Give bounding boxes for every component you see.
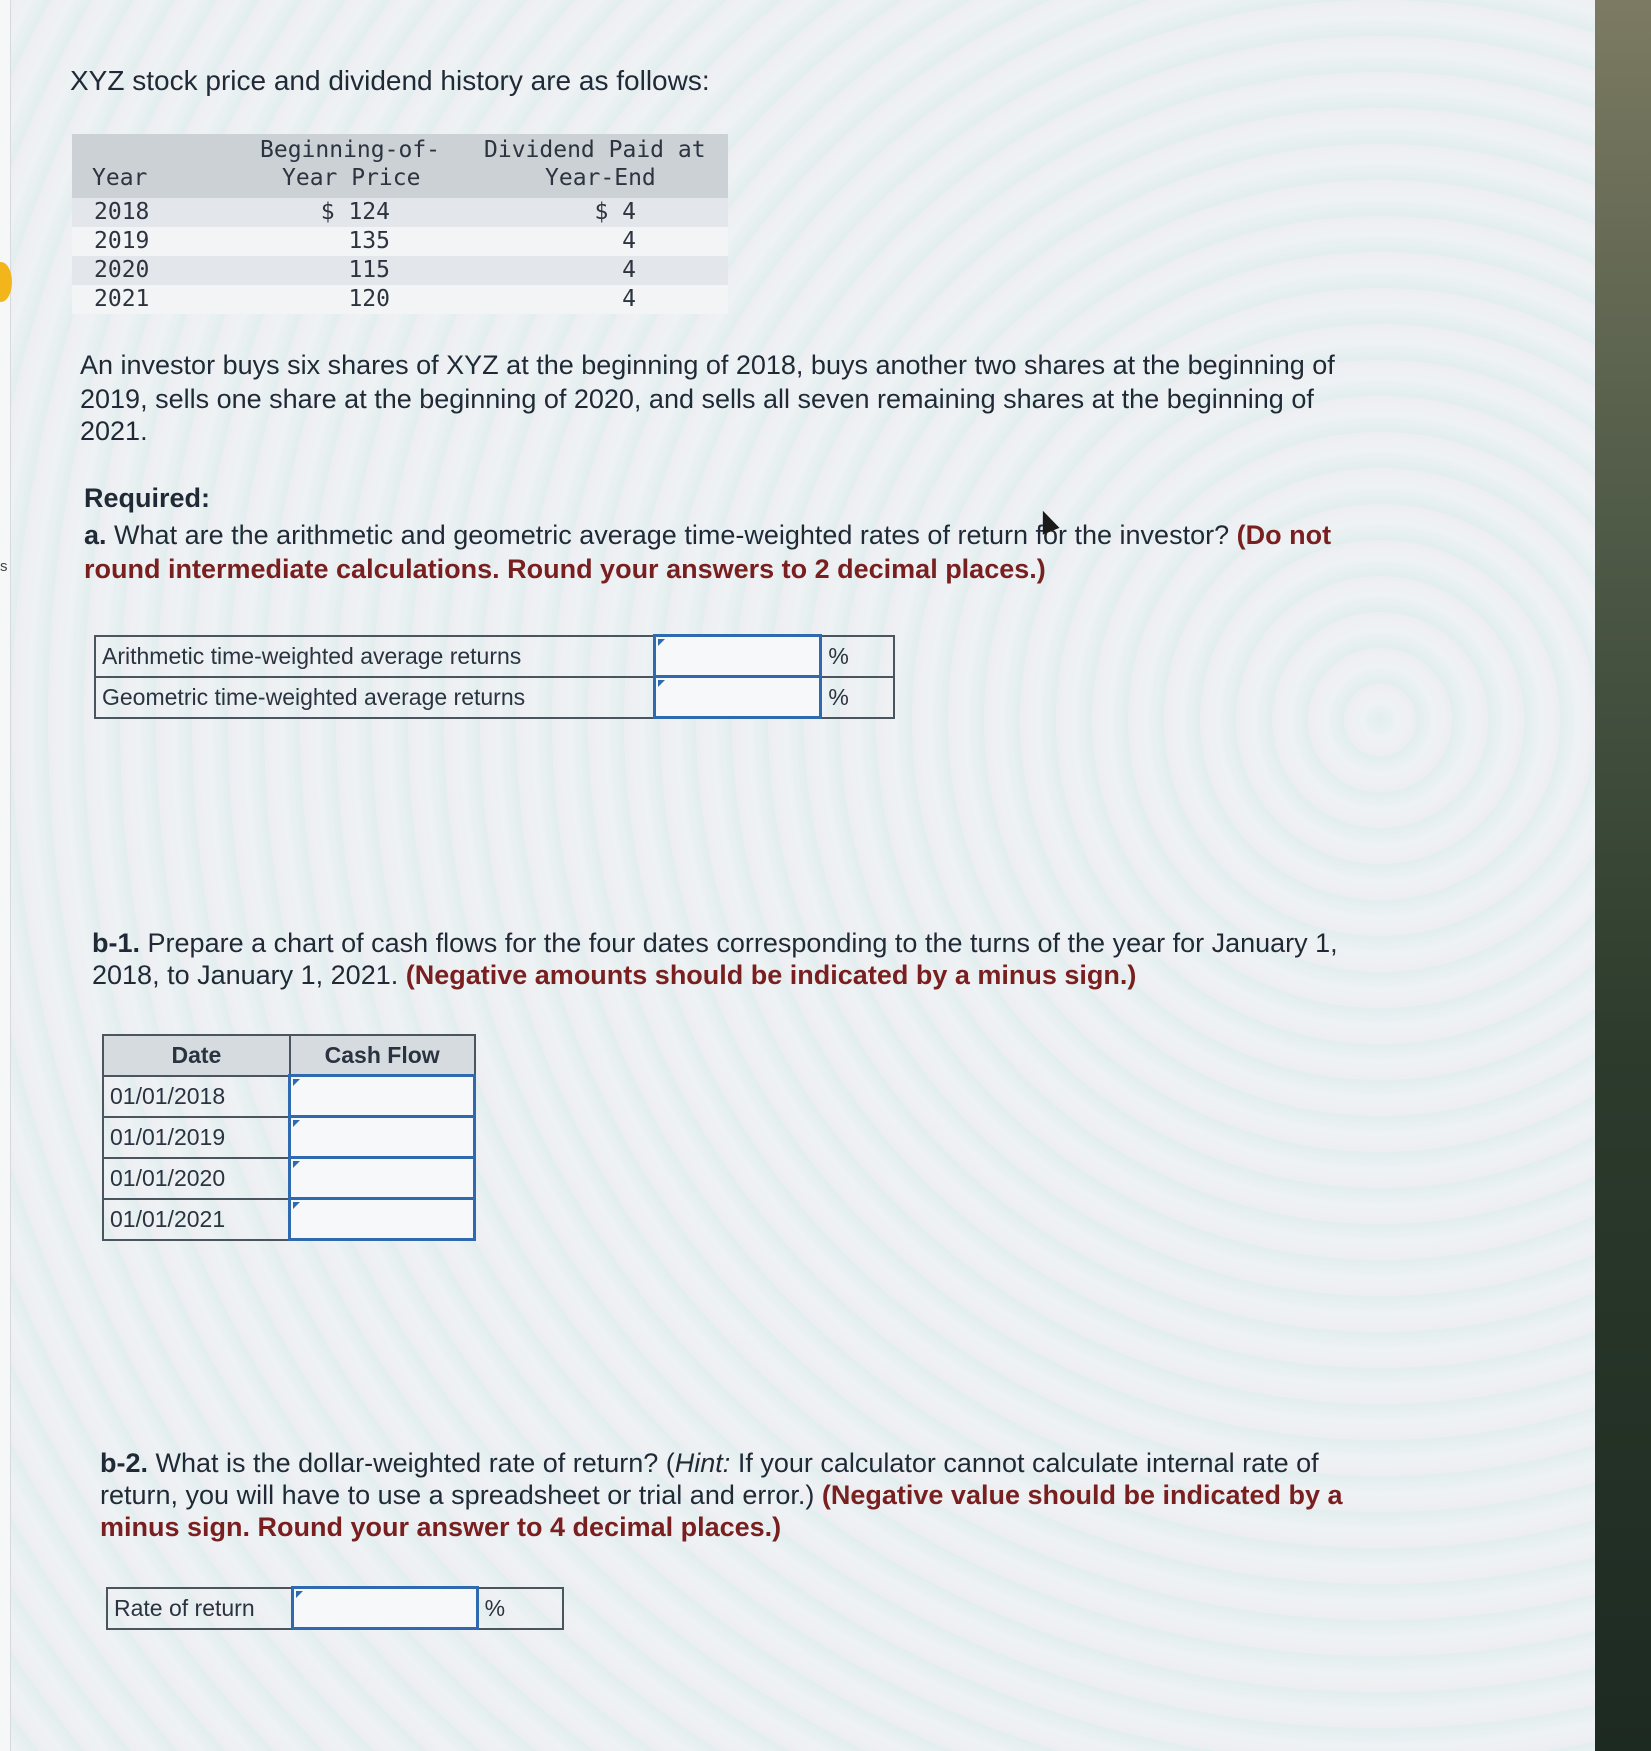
geometric-label: Geometric time-weighted average returns xyxy=(95,677,654,718)
input-flag-icon xyxy=(293,1161,300,1168)
cell-price: 115 xyxy=(348,257,390,283)
input-flag-icon xyxy=(293,1120,300,1127)
table-row xyxy=(103,1158,475,1199)
rate-of-return-label: Rate of return xyxy=(107,1588,292,1629)
geometric-unit: % xyxy=(821,677,894,718)
table-row xyxy=(72,198,728,227)
input-flag-icon xyxy=(296,1591,303,1598)
input-flag-icon xyxy=(293,1079,300,1086)
part-b2-instruction-a: (Negative value should be indicated by a xyxy=(821,1480,1343,1510)
cell-price: $ 124 xyxy=(320,199,390,225)
cell-year: 2021 xyxy=(94,286,150,312)
cash-flow-input[interactable] xyxy=(290,1199,475,1240)
cell-dividend: $ 4 xyxy=(594,199,636,225)
table-row xyxy=(72,256,728,285)
cell-year: 2018 xyxy=(94,199,150,225)
part-b2-question-a: What is the dollar-weighted rate of return? ( xyxy=(155,1448,675,1478)
stock-table-body xyxy=(72,198,728,314)
date-header: Date xyxy=(103,1035,290,1076)
part-b1-instruction: (Negative amounts should be indicated by a minus sign.) xyxy=(405,960,1137,990)
header-dividend-line2: Year-End xyxy=(545,165,656,191)
rate-of-return-unit: % xyxy=(477,1588,563,1629)
table-row xyxy=(95,636,894,677)
scenario-line-1: An investor buys six shares of XYZ at the beginning of 2018, buys another two shares at the beginning of xyxy=(80,350,1335,380)
part-b2-prefix: b-2. xyxy=(100,1448,149,1478)
arithmetic-return-input[interactable] xyxy=(654,636,820,677)
input-flag-icon xyxy=(658,680,665,687)
part-b2-hint-label: Hint: xyxy=(674,1448,731,1478)
date-cell: 01/01/2018 xyxy=(103,1076,290,1117)
cell-year: 2019 xyxy=(94,228,150,254)
cash-flow-input[interactable] xyxy=(290,1117,475,1158)
geometric-return-input[interactable] xyxy=(654,677,820,718)
part-a-question-text: What are the arithmetic and geometric average time-weighted rates of return for the investor? xyxy=(114,520,1230,550)
part-a-prefix: a. xyxy=(84,520,107,550)
cell-dividend: 4 xyxy=(622,228,636,254)
cell-price: 120 xyxy=(348,286,390,312)
required-label: Required: xyxy=(84,483,211,513)
scenario-line-2: 2019, sells one share at the beginning of 2020, and sells all seven remaining shares at the beginning of xyxy=(80,384,1314,414)
part-b2-question-line-1 xyxy=(100,1446,1319,1480)
cash-flow-input[interactable] xyxy=(290,1076,475,1117)
cell-price: 135 xyxy=(348,228,390,254)
part-a-instruction-2: round intermediate calculations. Round your answers to 2 decimal places.) xyxy=(84,554,1046,584)
background-strip xyxy=(1595,0,1651,1751)
part-a-question xyxy=(84,518,1331,552)
table-row xyxy=(103,1117,475,1158)
part-b2-question-b: If your calculator cannot calculate internal rate of xyxy=(730,1448,1319,1478)
part-a-answer-table xyxy=(94,634,895,719)
cell-year: 2020 xyxy=(94,257,150,283)
table-row xyxy=(72,227,728,256)
intro-text: XYZ stock price and dividend history are as follows: xyxy=(70,65,710,96)
date-cell: 01/01/2019 xyxy=(103,1117,290,1158)
table-row xyxy=(107,1588,563,1629)
part-b1-question-line-1 xyxy=(92,926,1338,960)
cash-flow-header: Cash Flow xyxy=(290,1035,475,1076)
edge-letter: s xyxy=(0,558,8,575)
table-row xyxy=(72,285,728,314)
cash-flow-table xyxy=(102,1034,476,1241)
header-dividend-line1: Dividend Paid at xyxy=(484,137,706,163)
part-b2-question-text-2: return, you will have to use a spreadsheet or trial and error.) xyxy=(100,1480,815,1510)
table-row xyxy=(103,1199,475,1240)
part-b1-question-text: Prepare a chart of cash flows for the four dates corresponding to the turns of the year for January 1, xyxy=(147,928,1338,958)
header-price-line1: Beginning-of- xyxy=(260,137,441,163)
input-flag-icon xyxy=(658,639,665,646)
part-b1-prefix: b-1. xyxy=(92,928,141,958)
part-b2-instruction-b: minus sign. Round your answer to 4 decimal places.) xyxy=(100,1512,782,1542)
table-header-row xyxy=(103,1035,475,1076)
arithmetic-label: Arithmetic time-weighted average returns xyxy=(95,636,654,677)
rate-of-return-input[interactable] xyxy=(292,1588,477,1629)
cell-dividend: 4 xyxy=(622,286,636,312)
stock-table-header xyxy=(72,134,728,198)
cell-dividend: 4 xyxy=(622,257,636,283)
rate-of-return-table xyxy=(106,1586,564,1630)
cash-flow-input[interactable] xyxy=(290,1158,475,1199)
header-price-line2: Year Price xyxy=(282,165,421,191)
part-b1-question-line-2 xyxy=(92,958,1136,992)
part-b1-question-text-2: 2018, to January 1, 2021. xyxy=(92,960,399,990)
input-flag-icon xyxy=(293,1202,300,1209)
date-cell: 01/01/2021 xyxy=(103,1199,290,1240)
part-b2-question-line-2 xyxy=(100,1478,1343,1512)
arithmetic-unit: % xyxy=(821,636,894,677)
part-a-instruction-1: (Do not xyxy=(1236,520,1332,550)
header-year: Year xyxy=(92,165,148,191)
stock-history-table xyxy=(72,134,728,314)
table-row xyxy=(95,677,894,718)
table-row xyxy=(103,1076,475,1117)
scenario-line-3: 2021. xyxy=(80,416,148,446)
date-cell: 01/01/2020 xyxy=(103,1158,290,1199)
